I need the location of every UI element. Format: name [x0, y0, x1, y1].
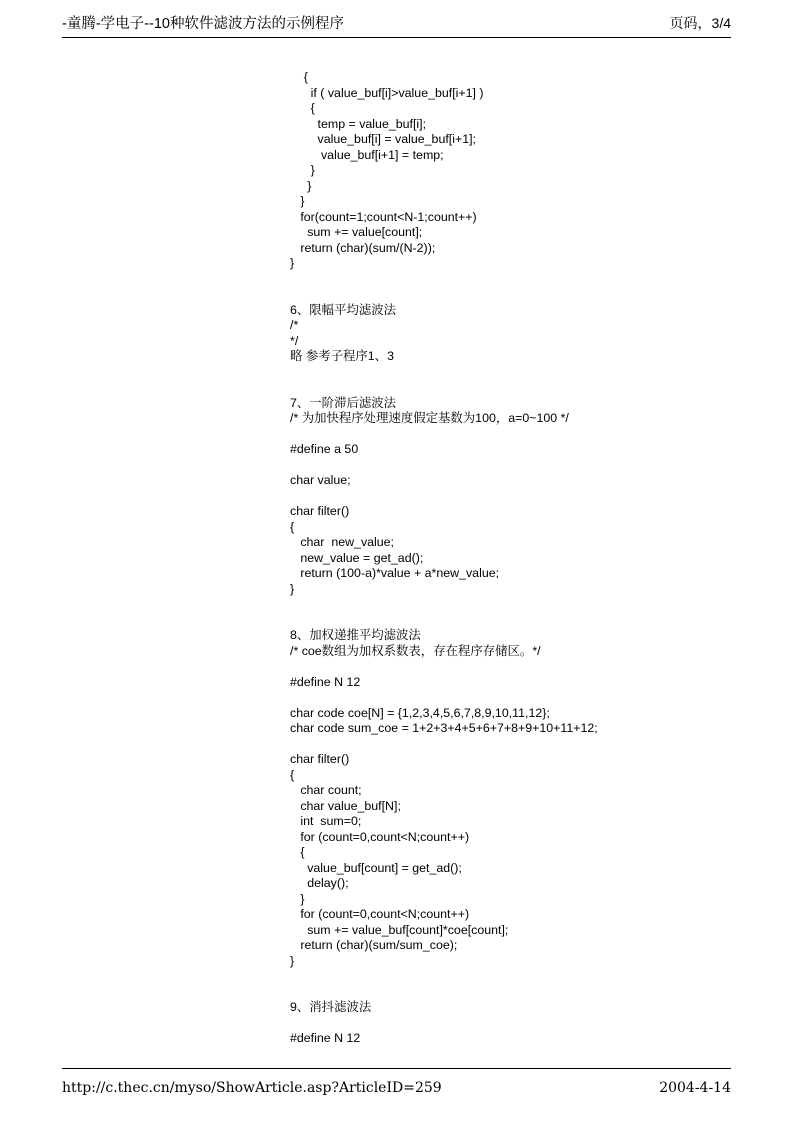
code-line: new_value = get_ad();: [290, 550, 424, 565]
code-line: for(count=1;count<N-1;count++): [290, 209, 477, 224]
code-line: value_buf[i] = value_buf[i+1];: [290, 132, 476, 146]
code-line: 9、消抖滤波法: [290, 1000, 372, 1014]
code-line: /*: [290, 318, 299, 332]
blank-line: [290, 969, 750, 985]
blank-line: [290, 597, 750, 613]
code-line: {: [290, 70, 308, 84]
code-line: 8、加权递推平均滤波法: [290, 628, 421, 642]
header-page-number: 页码，3/4: [669, 15, 731, 31]
blank-line: [290, 272, 750, 288]
code-line: }: [290, 178, 312, 193]
code-line: 6、限幅平均滤波法: [290, 302, 397, 317]
code-line: /* 为加快程序处理速度假定基数为100，a=0~100 */: [290, 411, 569, 425]
footer-divider: [62, 1068, 731, 1069]
code-line: {: [290, 845, 305, 859]
code-line: 7、一阶滞后滤波法: [290, 395, 397, 410]
code-line: }: [290, 256, 295, 270]
blank-line: [290, 458, 750, 474]
code-line: int sum=0;: [290, 814, 362, 828]
code-line: value_buf[count] = get_ad();: [290, 860, 462, 875]
blank-line: [290, 690, 750, 706]
code-line: char filter(): [290, 752, 350, 766]
code-line: char filter(): [290, 504, 350, 518]
code-line: /* coe数组为加权系数表，存在程序存储区。*/: [290, 643, 541, 658]
code-line: {: [290, 101, 315, 115]
blank-line: [290, 489, 750, 505]
code-line: #define N 12: [290, 1031, 361, 1045]
code-line: 略 参考子程序1、3: [290, 349, 394, 363]
code-line: if ( value_buf[i]>value_buf[i+1] ): [290, 85, 484, 100]
blank-line: [290, 1016, 750, 1032]
code-line: value_buf[i+1] = temp;: [290, 147, 444, 162]
code-line: }: [290, 194, 305, 208]
code-line: {: [290, 767, 295, 782]
code-line: char code sum_coe = 1+2+3+4+5+6+7+8+9+10+11+12;: [290, 721, 598, 735]
code-line: }: [290, 581, 295, 596]
code-line: for (count=0,count<N;count++): [290, 829, 470, 844]
code-line: delay();: [290, 876, 349, 890]
blank-line: [290, 737, 750, 753]
blank-line: [290, 380, 750, 396]
code-line: }: [290, 891, 305, 906]
footer-date: 2004-4-14: [659, 1080, 731, 1096]
code-line: return (100-a)*value + a*new_value;: [290, 566, 500, 580]
blank-line: [290, 365, 750, 381]
code-line: */: [290, 333, 299, 348]
header-divider: [62, 37, 731, 38]
code-line: }: [290, 163, 315, 177]
code-line: #define a 50: [290, 442, 359, 456]
blank-line: [290, 985, 750, 1001]
code-line: char code coe[N] = {1,2,3,4,5,6,7,8,9,10,11,12};: [290, 705, 550, 720]
blank-line: [290, 427, 750, 443]
page-header: [0, 12, 793, 42]
code-line: sum += value_buf[count]*coe[count];: [290, 922, 509, 937]
code-line: return (char)(sum/(N-2));: [290, 240, 436, 255]
header-title: -童腾-学电子--10种软件滤波方法的示例程序: [62, 16, 344, 32]
code-line: char value_buf[N];: [290, 798, 401, 813]
page-footer: [0, 1062, 793, 1122]
code-line: }: [290, 953, 295, 968]
code-line: return (char)(sum/sum_coe);: [290, 938, 458, 952]
code-line: char count;: [290, 783, 362, 797]
blank-line: [290, 287, 750, 303]
code-line: sum += value[count];: [290, 225, 423, 239]
code-line: char new_value;: [290, 535, 395, 549]
footer-url: http://c.thec.cn/myso/ShowArticle.asp?ArticleID=259: [62, 1080, 442, 1096]
document-body: [290, 70, 750, 1047]
blank-line: [290, 659, 750, 675]
code-line: char value;: [290, 473, 351, 487]
code-line: temp = value_buf[i];: [290, 116, 427, 131]
blank-line: [290, 613, 750, 629]
code-line: #define N 12: [290, 674, 361, 689]
code-line: for (count=0,count<N;count++): [290, 907, 470, 921]
code-line: {: [290, 519, 295, 534]
